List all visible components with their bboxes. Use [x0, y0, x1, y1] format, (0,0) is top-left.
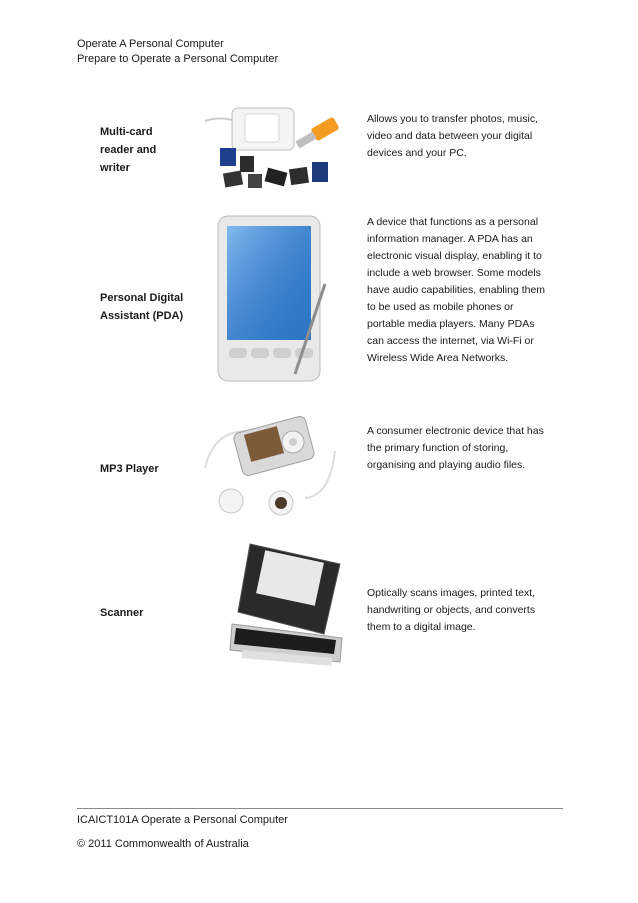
- device-description: Allows you to transfer photos, music, video and data between your digital devices and your PC.: [367, 113, 538, 159]
- pda-illustration: [215, 214, 345, 389]
- card-reader-illustration: [200, 96, 350, 194]
- device-description: Optically scans images, printed text, handwriting or objects, and converts them to a digital image.: [367, 587, 536, 633]
- device-description: A device that functions as a personal information manager. A PDA has an electronic visual display, enabling it to include a web browser. Some models have audio capabilities, enabling them to be used as mobile phones or portable media players. Many PDAs can access the internet, via Wi-Fi or Wireless Wide Area Networks.: [367, 216, 546, 364]
- running-header-subtitle: Prepare to Operate a Personal Computer: [77, 53, 279, 65]
- device-label: MP3 Player: [100, 463, 159, 475]
- footer-course-code: ICAICT101A Operate a Personal Computer: [77, 814, 288, 826]
- mp3-player-illustration: [195, 406, 345, 521]
- device-label: Multi-card reader and writer: [100, 126, 157, 174]
- device-description: A consumer electronic device that has the primary function of storing, organising and playing audio files.: [367, 425, 544, 471]
- footer-copyright: © 2011 Commonwealth of Australia: [77, 838, 249, 850]
- footer-divider: [77, 808, 563, 809]
- device-label: Personal Digital Assistant (PDA): [100, 292, 184, 322]
- device-label: Scanner: [100, 607, 144, 619]
- running-header-title: Operate A Personal Computer: [77, 38, 224, 50]
- scanner-illustration: [222, 542, 347, 672]
